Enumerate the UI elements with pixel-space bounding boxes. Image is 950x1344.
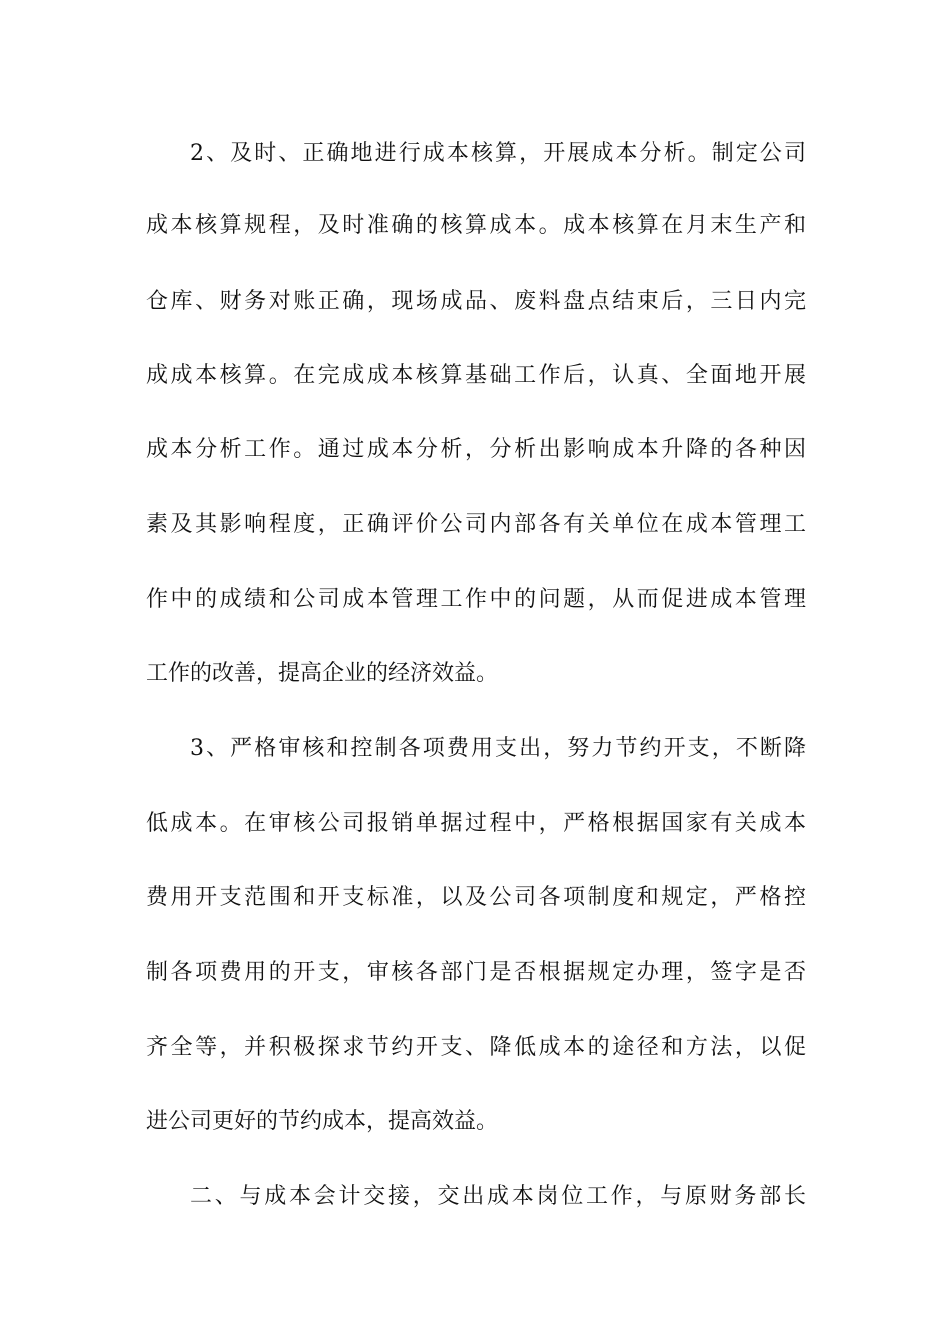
section-2-heading-line: 二、与成本会计交接，交出成本岗位工作，与原财务部长 — [190, 1184, 806, 1209]
paragraph-2-line-4: 成成本核算。在完成成本核算基础工作后，认真、全面地开展 — [146, 363, 806, 388]
paragraph-2-line-2: 成本核算规程，及时准确的核算成本。成本核算在月末生产和 — [146, 213, 806, 238]
paragraph-2-line-8: 工作的改善，提高企业的经济效益。 — [146, 661, 499, 686]
paragraph-2-line-1: 2、及时、正确地进行成本核算，开展成本分析。制定公司 — [190, 141, 806, 166]
paragraph-3-line-3: 费用开支范围和开支标准，以及公司各项制度和规定，严格控 — [146, 885, 806, 910]
paragraph-3-line-4: 制各项费用的开支，审核各部门是否根据规定办理，签字是否 — [146, 960, 806, 985]
paragraph-2-line-3: 仓库、财务对账正确，现场成品、废料盘点结束后，三日内完 — [146, 289, 806, 314]
paragraph-3-line-1: 3、严格审核和控制各项费用支出，努力节约开支，不断降 — [190, 736, 806, 761]
paragraph-3-line-6: 进公司更好的节约成本，提高效益。 — [146, 1109, 499, 1134]
paragraph-2-line-6: 素及其影响程度，正确评价公司内部各有关单位在成本管理工 — [146, 512, 806, 537]
paragraph-2-line-5: 成本分析工作。通过成本分析，分析出影响成本升降的各种因 — [146, 437, 806, 462]
paragraph-2-line-7: 作中的成绩和公司成本管理工作中的问题，从而促进成本管理 — [146, 587, 806, 612]
paragraph-3-line-2: 低成本。在审核公司报销单据过程中，严格根据国家有关成本 — [146, 811, 806, 836]
paragraph-3-line-5: 齐全等，并积极探求节约开支、降低成本的途径和方法，以促 — [146, 1035, 806, 1060]
